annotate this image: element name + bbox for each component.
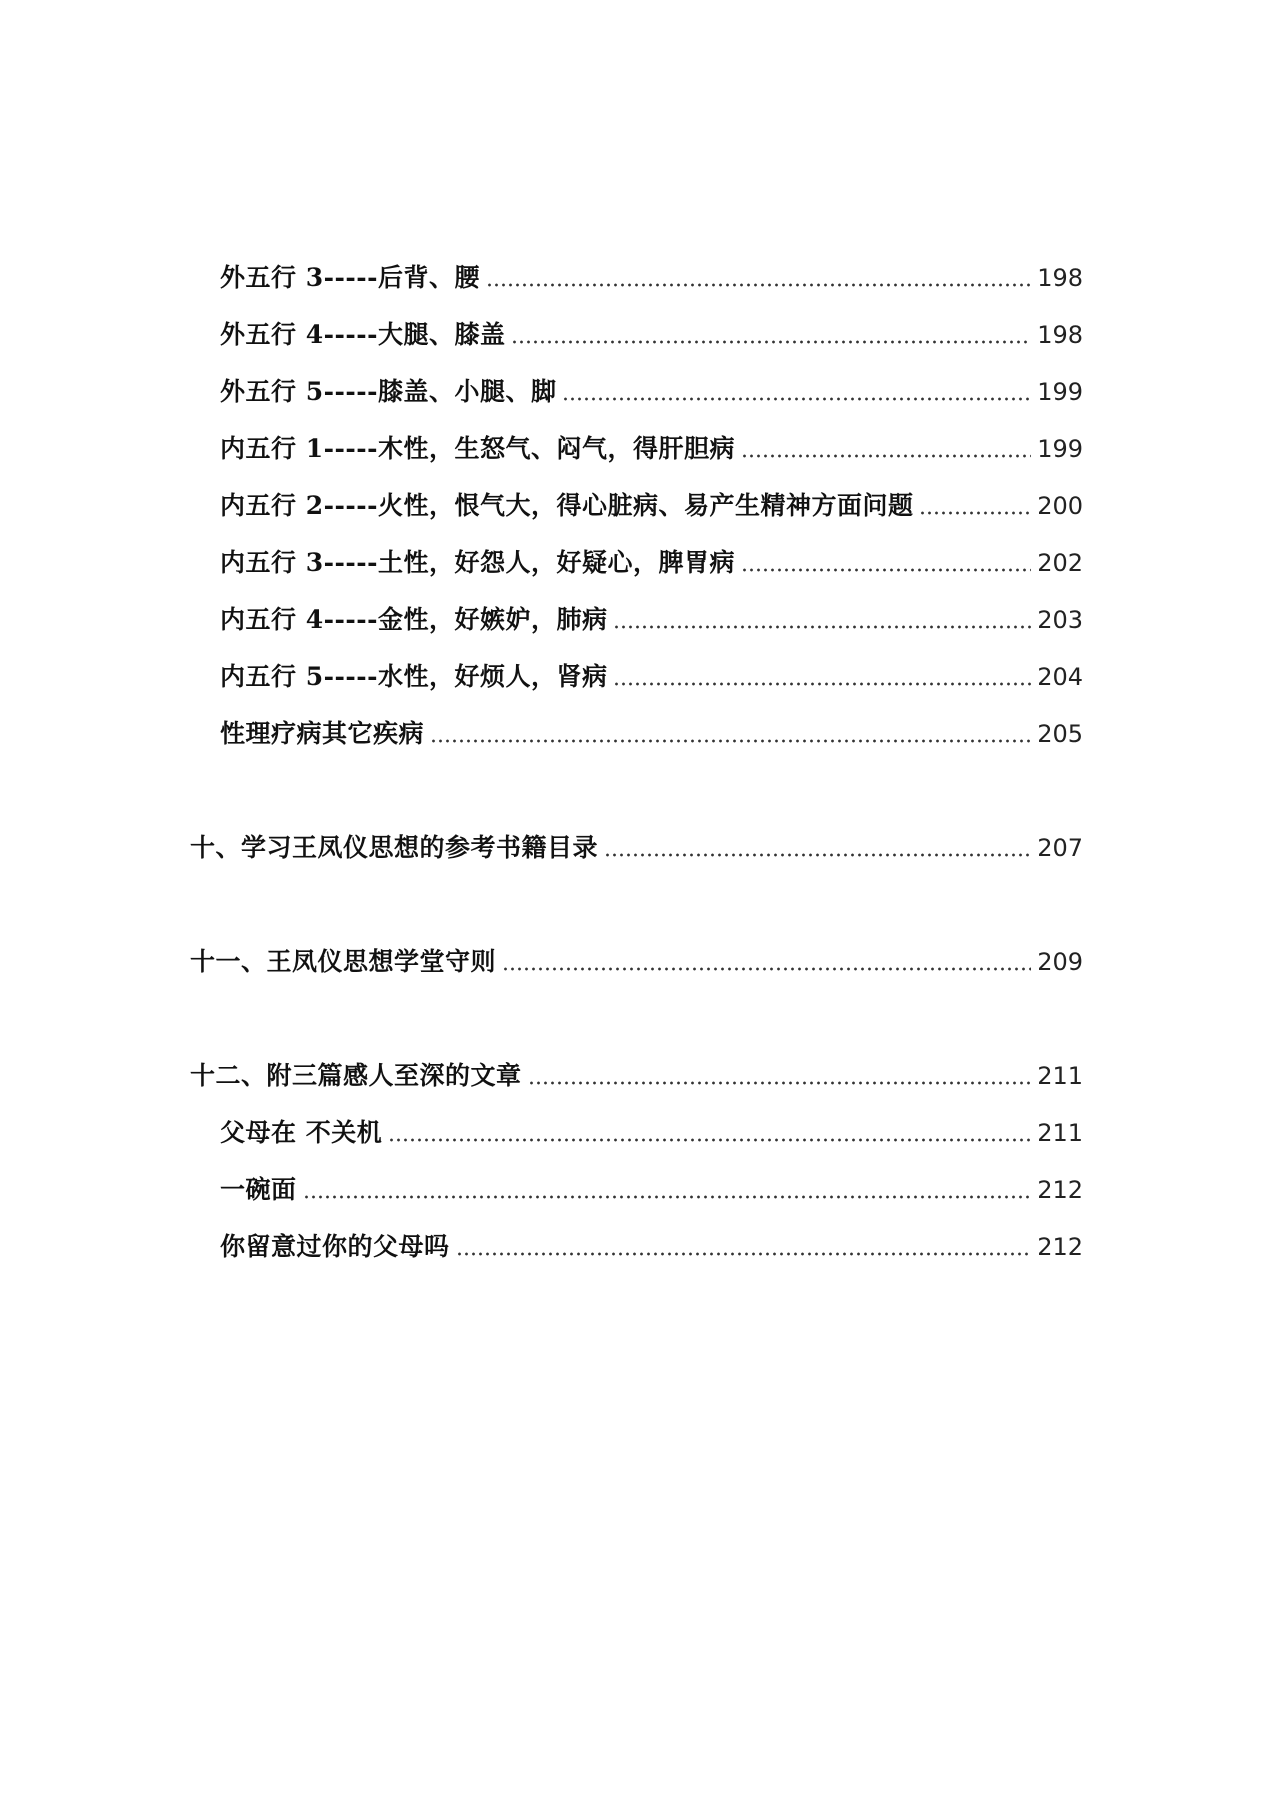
toc-entry-page: 205 bbox=[1037, 720, 1083, 748]
toc-entry[interactable] bbox=[220, 427, 1083, 471]
toc-entry-page: 203 bbox=[1037, 606, 1083, 634]
toc-entry-title: 外五行 5-----膝盖、小腿、脚 bbox=[220, 377, 557, 406]
dot-leader bbox=[502, 965, 1031, 973]
toc-entry[interactable] bbox=[220, 598, 1083, 642]
toc-entry-title: 一碗面 bbox=[220, 1175, 297, 1204]
toc-chapter-entry[interactable] bbox=[190, 826, 1083, 870]
toc-entry[interactable] bbox=[220, 256, 1083, 300]
toc-entry-title: 内五行 3-----土性，好怨人，好疑心，脾胃病 bbox=[220, 548, 735, 577]
toc-entry-page: 199 bbox=[1037, 378, 1083, 406]
toc-entry[interactable] bbox=[220, 484, 1083, 528]
dot-leader bbox=[303, 1193, 1032, 1201]
toc-entry[interactable] bbox=[220, 541, 1083, 585]
toc-entry-page: 198 bbox=[1037, 264, 1083, 292]
toc-chapter-title: 十一、王凤仪思想学堂守则 bbox=[190, 947, 497, 976]
dot-leader bbox=[741, 452, 1031, 460]
dot-leader bbox=[741, 566, 1031, 574]
toc-entry-title: 内五行 2-----火性，恨气大，得心脏病、易产生精神方面问题 bbox=[220, 491, 914, 520]
toc-chapter-title: 十、学习王凤仪思想的参考书籍目录 bbox=[190, 833, 599, 862]
dot-leader bbox=[562, 395, 1031, 403]
dot-leader bbox=[486, 281, 1031, 289]
toc-entry-page: 199 bbox=[1037, 435, 1083, 463]
toc-entry-title: 外五行 3-----后背、腰 bbox=[220, 263, 480, 292]
dot-leader bbox=[919, 509, 1031, 517]
toc-entry-page: 200 bbox=[1037, 492, 1083, 520]
dot-leader bbox=[613, 680, 1031, 688]
toc-chapter-page: 211 bbox=[1037, 1062, 1083, 1090]
toc-entry[interactable] bbox=[220, 1225, 1083, 1269]
toc-chapter-page: 209 bbox=[1037, 948, 1083, 976]
toc-entry-title: 你留意过你的父母吗 bbox=[220, 1232, 450, 1261]
toc-entry-page: 204 bbox=[1037, 663, 1083, 691]
dot-leader bbox=[528, 1079, 1032, 1087]
dot-leader bbox=[511, 338, 1031, 346]
toc-entry[interactable] bbox=[220, 313, 1083, 357]
toc-entry-page: 202 bbox=[1037, 549, 1083, 577]
dot-leader bbox=[430, 737, 1031, 745]
toc-entry-page: 198 bbox=[1037, 321, 1083, 349]
dot-leader bbox=[388, 1136, 1031, 1144]
toc-entry-title: 内五行 1-----木性，生怒气、闷气，得肝胆病 bbox=[220, 434, 735, 463]
toc-entry-page: 212 bbox=[1037, 1233, 1083, 1261]
toc-entry-title: 内五行 5-----水性，好烦人，肾病 bbox=[220, 662, 608, 691]
dot-leader bbox=[604, 851, 1031, 859]
toc-entry-page: 212 bbox=[1037, 1176, 1083, 1204]
toc-entry[interactable] bbox=[220, 370, 1083, 414]
dot-leader bbox=[456, 1250, 1032, 1258]
toc-entry[interactable] bbox=[220, 655, 1083, 699]
toc-entry-title: 性理疗病其它疾病 bbox=[220, 719, 425, 748]
toc-entry-title: 内五行 4-----金性，好嫉妒，肺病 bbox=[220, 605, 608, 634]
toc-entry[interactable] bbox=[220, 1111, 1083, 1155]
toc-chapter-entry[interactable] bbox=[190, 940, 1083, 984]
toc-entry[interactable] bbox=[220, 1168, 1083, 1212]
toc-entry-title: 父母在 不关机 bbox=[220, 1118, 383, 1147]
dot-leader bbox=[613, 623, 1031, 631]
toc-entry-title: 外五行 4-----大腿、膝盖 bbox=[220, 320, 506, 349]
toc-entry[interactable] bbox=[220, 712, 1083, 756]
toc-chapter-entry[interactable] bbox=[190, 1054, 1083, 1098]
toc-entry-page: 211 bbox=[1037, 1119, 1083, 1147]
toc-chapter-page: 207 bbox=[1037, 834, 1083, 862]
toc-chapter-title: 十二、附三篇感人至深的文章 bbox=[190, 1061, 522, 1090]
